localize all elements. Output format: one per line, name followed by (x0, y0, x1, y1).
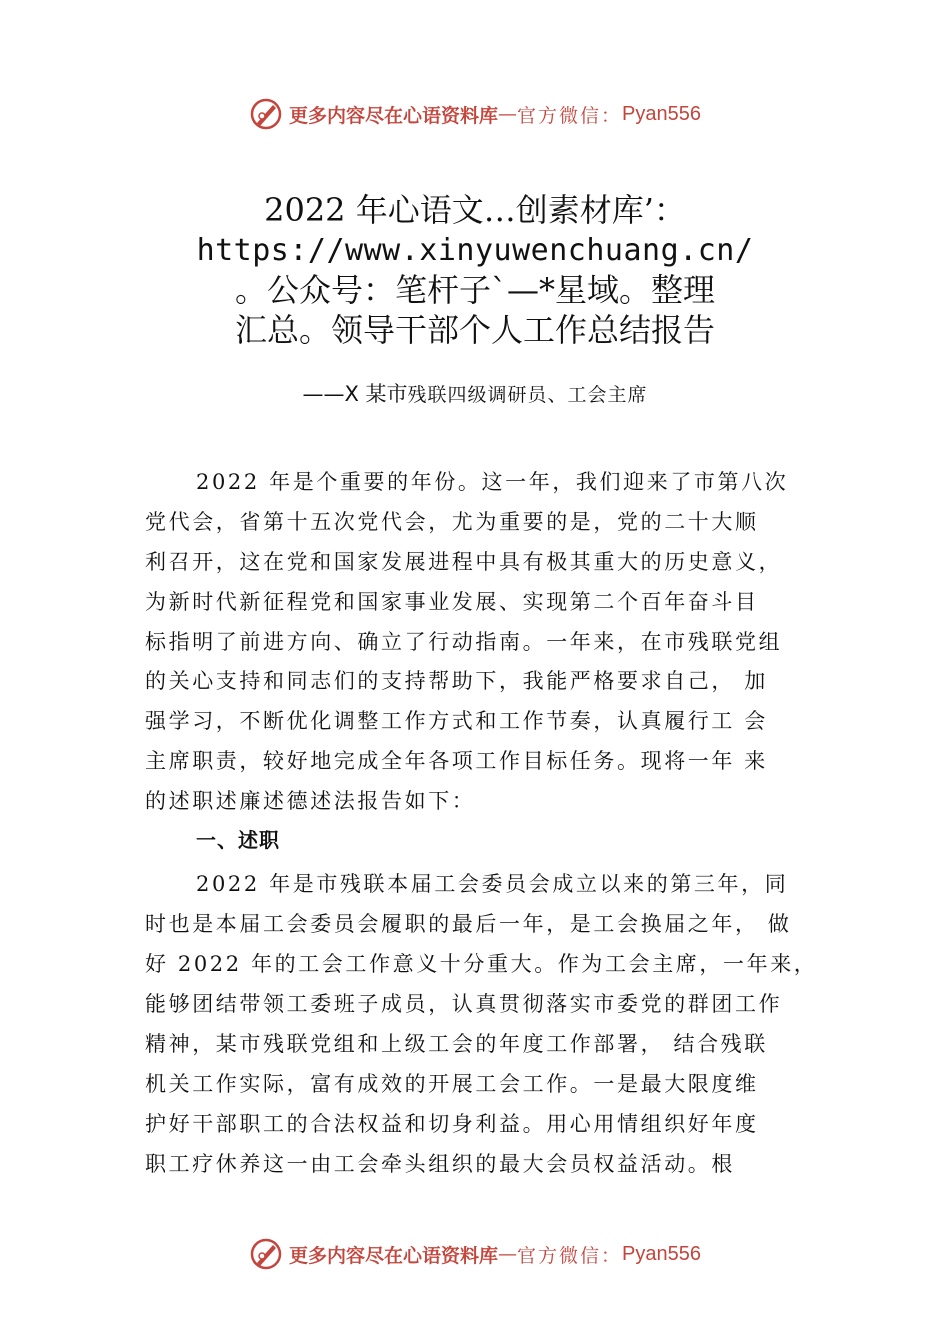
paragraph-line: 好 2022 年的工会工作意义十分重大。作为工会主席，一年来， (145, 952, 818, 976)
paragraph-line: 为新时代新征程党和国家事业发展、实现第二个百年奋斗目 (145, 590, 759, 614)
paragraph-line: 的关心支持和同志们的支持帮助下，我能严格要求自己， 加 (145, 669, 768, 693)
document-title-line-4: 汇总。领导干部个人工作总结报告 (234, 311, 715, 349)
paragraph-line: 标指明了前进方向、确立了行动指南。一年来，在市残联党组 (145, 630, 783, 654)
paragraph-line: 主席职责，较好地完成全年各项工作目标任务。现将一年 来 (145, 749, 768, 773)
paragraph-line: 能够团结带领工委班子成员，认真贯彻落实市委党的群团工作 (145, 992, 783, 1016)
banner-wechat-label: 官方微信： (517, 1244, 623, 1267)
banner-main-text: 更多内容尽在心语资料库 (289, 1244, 499, 1267)
banner-separator: — (498, 1243, 518, 1265)
banner-separator: — (498, 103, 518, 125)
footer-banner (0, 1234, 950, 1274)
paragraph-line: 强学习，不断优化调整工作方式和工作节奏，认真履行工 会 (145, 709, 768, 733)
section-heading: 一、述职 (196, 828, 280, 852)
paragraph-line: 的述职述廉述德述法报告如下： (145, 789, 476, 813)
paragraph-line: 职工疗休养这一由工会牵头组织的最大会员权益活动。根 (145, 1152, 735, 1176)
paragraph-line: 党代会，省第十五次党代会，尤为重要的是，党的二十大顺 (145, 510, 759, 534)
banner-main-text: 更多内容尽在心语资料库 (289, 104, 499, 127)
pen-circle-logo-icon (249, 97, 283, 131)
document-title-line-1: 2022 年心语文…创素材库’： (264, 191, 686, 229)
paragraph-line: 机关工作实际，富有成效的开展工会工作。一是最大限度维 (145, 1072, 759, 1096)
document-title-line-2: https://www.xinyuwenchuang.cn/ (196, 233, 754, 268)
paragraph-line: 护好干部职工的合法权益和切身利益。用心用情组织好年度 (145, 1112, 759, 1136)
paragraph-line: 时也是本届工会委员会履职的最后一年，是工会换届之年， 做 (145, 912, 792, 936)
document-subtitle (150, 378, 800, 411)
subtitle-prefix: ——X 某市 (302, 382, 408, 406)
banner-wechat-label: 官方微信： (517, 104, 623, 127)
subtitle-rest: 残联四级调研员、工会主席 (407, 384, 648, 406)
document-title-line-3: 。公众号：笔杆子`—*星域。整理 (234, 271, 715, 309)
banner-wechat-id: Pyan556 (622, 102, 701, 125)
pen-circle-logo-icon (249, 1237, 283, 1271)
paragraph-line: 利召开，这在党和国家发展进程中具有极其重大的历史意义， (145, 550, 783, 574)
banner-wechat-id: Pyan556 (622, 1242, 701, 1265)
header-banner (0, 94, 950, 134)
paragraph-line: 2022 年是市残联本届工会委员会成立以来的第三年，同 (196, 872, 789, 896)
paragraph-line: 精神，某市残联党组和上级工会的年度工作部署， 结合残联 (145, 1032, 768, 1056)
paragraph-line: 2022 年是个重要的年份。这一年，我们迎来了市第八次 (196, 470, 789, 494)
